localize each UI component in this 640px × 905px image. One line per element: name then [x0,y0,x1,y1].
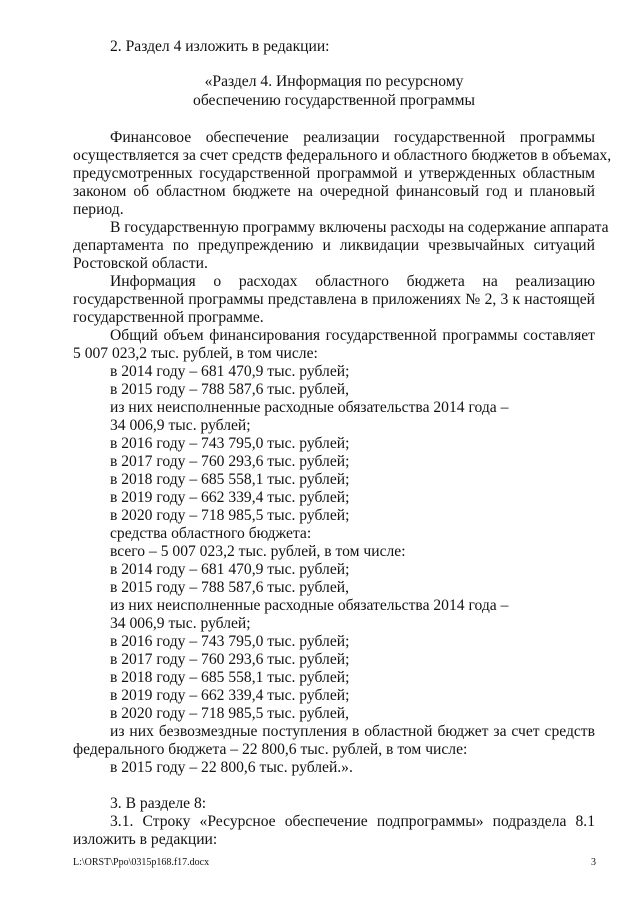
funding-line: в 2014 году – 681 470,9 тыс. рублей; [110,363,350,380]
funding-line: в 2014 году – 681 470,9 тыс. рублей; [110,561,350,578]
paragraph-5-line-1: из них безвозмездные поступления в областной бюджет за счет средств [110,723,595,740]
funding-line: в 2020 году – 718 985,5 тыс. рублей, [110,705,349,722]
funding-line: в 2019 году – 662 339,4 тыс. рублей; [110,687,350,704]
funding-line: из них неисполненные расходные обязательства 2014 года – [110,399,509,416]
funding-line: в 2018 году – 685 558,1 тыс. рублей; [110,471,350,488]
item-3-1-line-1: 3.1. Строку «Ресурсное обеспечение подпрограммы» подраздела 8.1 [110,813,595,830]
heading-item-2: 2. Раздел 4 изложить в редакции: [110,38,330,55]
funding-line: в 2015 году – 788 587,6 тыс. рублей, [110,381,349,398]
funding-line: в 2017 году – 760 293,6 тыс. рублей; [110,651,350,668]
item-3-heading: 3. В разделе 8: [110,795,207,812]
funding-line: всего – 5 007 023,2 тыс. рублей, в том числе: [110,543,406,560]
funding-line: в 2016 году – 743 795,0 тыс. рублей; [110,633,350,650]
paragraph-4-line-1: Общий объем финансирования государственной программы составляет [110,327,595,344]
paragraph-3-line-1: Информация о расходах областного бюджета на реализацию [110,273,595,290]
paragraph-1-line-2: осуществляется за счет средств федерального и областного бюджетов в объемах, [73,147,612,164]
paragraph-5-line-2: федерального бюджета – 22 800,6 тыс. рублей, в том числе: [73,741,468,758]
paragraph-1-line-5: период. [73,201,124,218]
funding-line: в 2020 году – 718 985,5 тыс. рублей; [110,507,350,524]
funding-line: в 2016 году – 743 795,0 тыс. рублей; [110,435,350,452]
funding-line: средства областного бюджета: [110,525,312,542]
funding-line: в 2019 году – 662 339,4 тыс. рублей; [110,489,350,506]
funding-line: из них неисполненные расходные обязательства 2014 года – [110,597,509,614]
paragraph-1-line-3: предусмотренных государственной программой и утвержденных областным [73,165,595,182]
paragraph-4-line-2: 5 007 023,2 тыс. рублей, в том числе: [73,345,318,362]
paragraph-2-line-2: департамента по предупреждению и ликвидации чрезвычайных ситуаций [73,237,595,254]
paragraph-2-line-3: Ростовской области. [73,255,208,272]
paragraph-2-line-1: В государственную программу включены расходы на содержание аппарата [110,219,609,236]
footer-page-number: 3 [591,857,596,868]
item-3-1-line-2: изложить в редакции: [73,831,218,848]
funding-line: 34 006,9 тыс. рублей; [110,615,251,632]
paragraph-1-line-4: законом об областном бюджете на очередной финансовый год и плановый [73,183,595,200]
paragraph-3-line-3: государственной программе. [73,309,264,326]
funding-line: в 2017 году – 760 293,6 тыс. рублей; [110,453,350,470]
paragraph-1-line-1: Финансовое обеспечение реализации государственной программы [110,129,595,146]
paragraph-3-line-2: государственной программы представлена в приложениях № 2, 3 к настоящей [73,291,595,308]
funding-line: в 2015 году – 788 587,6 тыс. рублей, [110,579,349,596]
funding-line: в 2018 году – 685 558,1 тыс. рублей; [110,669,350,686]
funding-line: 34 006,9 тыс. рублей; [110,417,251,434]
paragraph-5-line-3: в 2015 году – 22 800,6 тыс. рублей.». [110,759,353,776]
footer-file-path: L:\ORST\Ppo\0315p168.f17.docx [73,857,210,868]
section-title-line-1: «Раздел 4. Информация по ресурсному [204,73,464,90]
section-title-line-2: обеспечению государственной программы [193,92,475,109]
